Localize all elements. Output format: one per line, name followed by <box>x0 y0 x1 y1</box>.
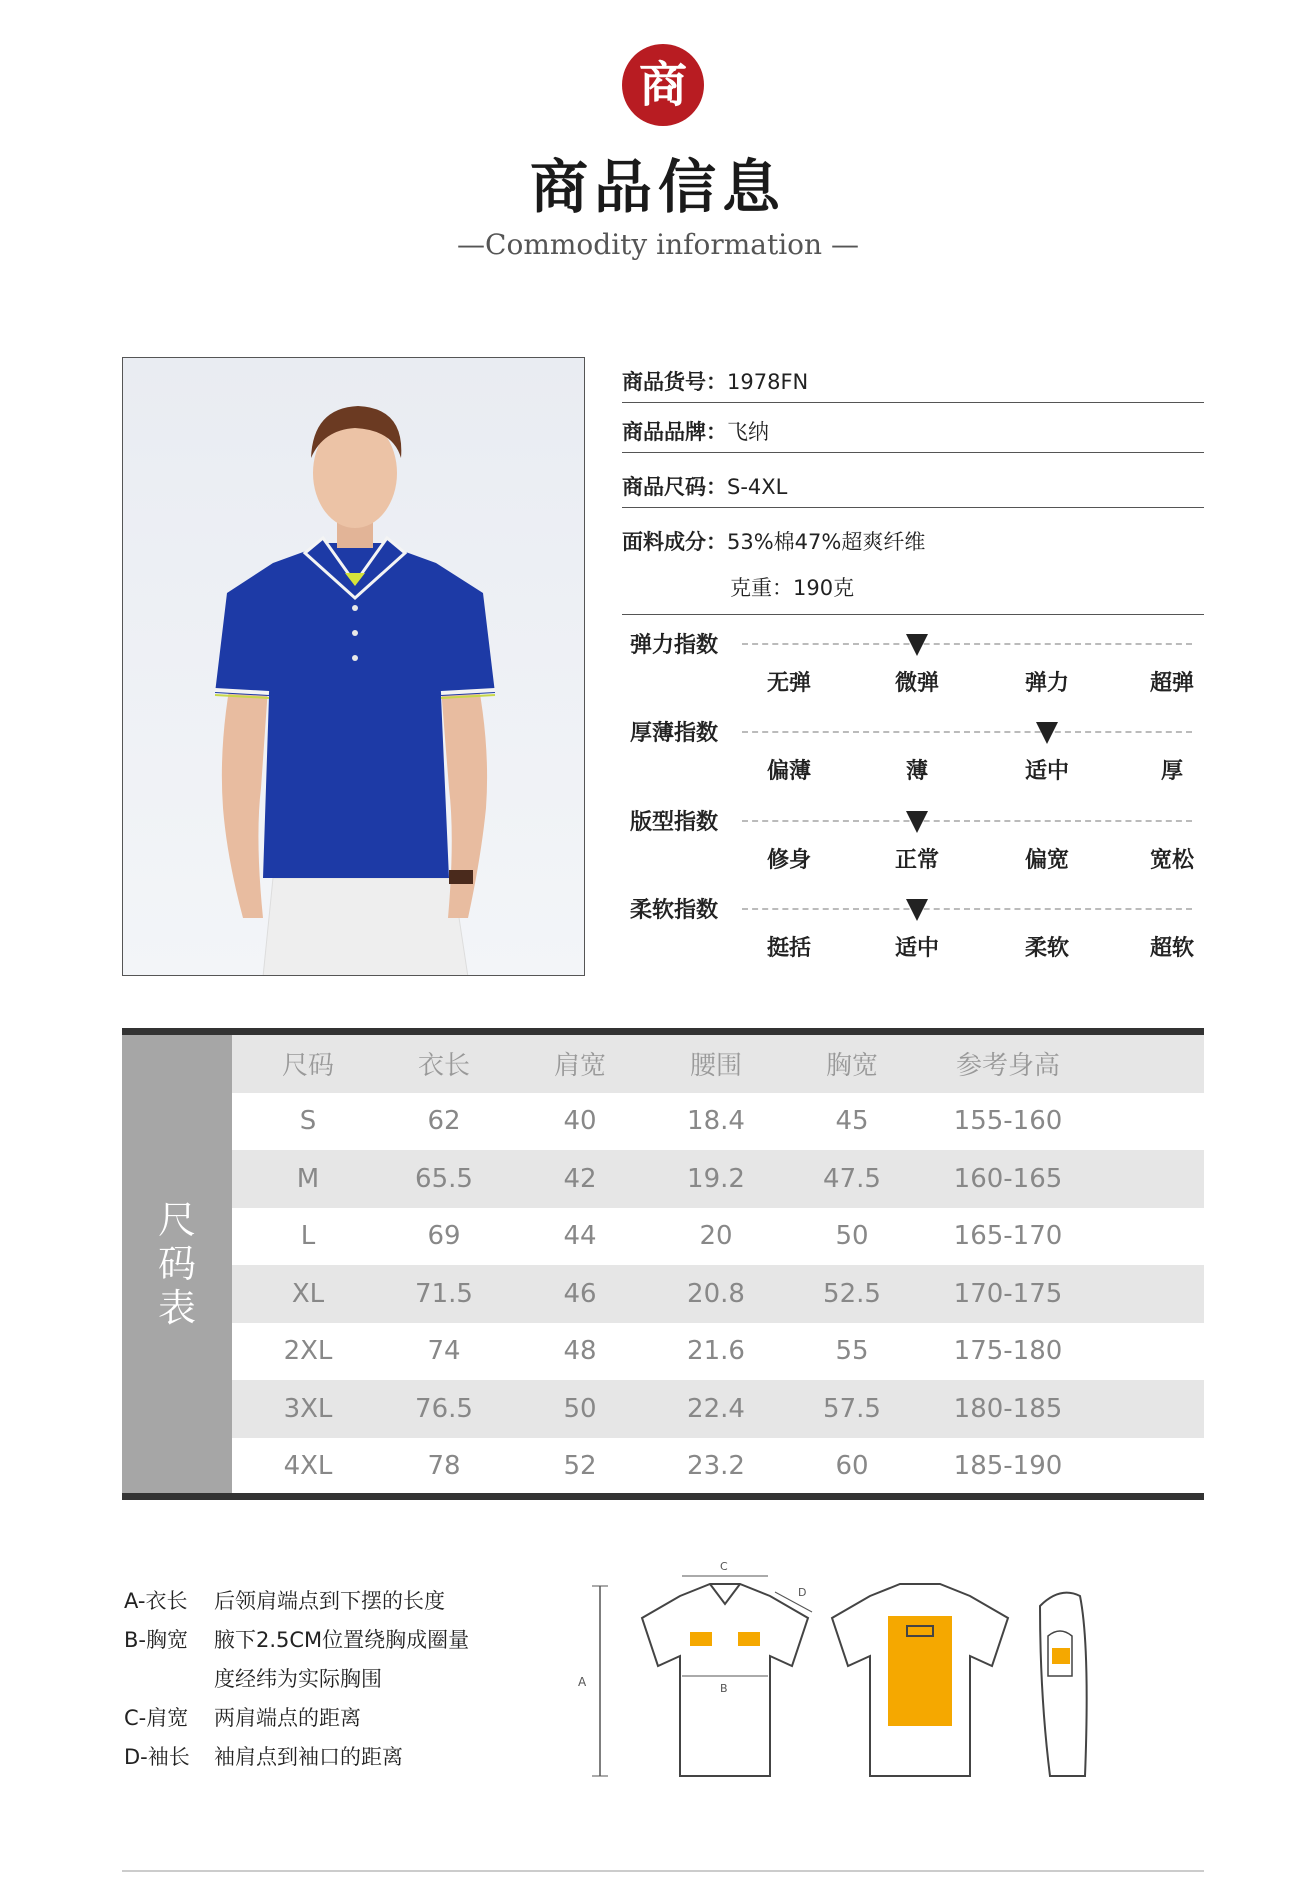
note-key: D-袖长 <box>124 1744 190 1769</box>
size-cell: 52.5 <box>823 1278 881 1309</box>
side-shirt <box>1040 1593 1087 1776</box>
note-value: 度经纬为实际胸围 <box>214 1666 382 1691</box>
size-table-side-label: 尺 码 表 <box>122 1035 232 1493</box>
front-logo-right <box>738 1632 760 1646</box>
size-cell: 57.5 <box>823 1393 881 1424</box>
note-row <box>124 1580 469 1619</box>
index-option: 适中 <box>894 936 939 961</box>
pants <box>263 878 468 976</box>
label-a: A <box>578 1675 587 1689</box>
size-cell: 185-190 <box>953 1451 1063 1482</box>
size-header-cell: 尺码 <box>281 1051 334 1082</box>
size-cell: 69 <box>427 1221 461 1252</box>
size-cell: 2XL <box>283 1336 333 1367</box>
index-option: 微弹 <box>894 671 939 696</box>
note-value: 腋下2.5CM位置绕胸成圈量 <box>214 1627 470 1652</box>
size-cell: 22.4 <box>687 1393 745 1424</box>
index-option: 适中 <box>1024 759 1069 784</box>
size-cell: 44 <box>563 1221 597 1252</box>
size-cell: S <box>299 1106 317 1137</box>
size-table-grid <box>232 1035 1204 1493</box>
index-scale-line <box>742 731 1192 733</box>
size-cell: 71.5 <box>415 1278 473 1309</box>
size-cell: 45 <box>835 1106 869 1137</box>
note-key: B-胸宽 <box>124 1627 188 1652</box>
header-badge: 商 <box>622 44 704 126</box>
size-cell: 19.2 <box>687 1163 745 1194</box>
note-value: 后领肩端点到下摆的长度 <box>214 1588 445 1613</box>
size-cell: 52 <box>563 1451 597 1482</box>
model-illustration <box>123 358 585 976</box>
index-1 <box>622 716 1204 796</box>
size-header-cell: 参考身高 <box>955 1051 1060 1082</box>
size-header-cell: 腰围 <box>689 1051 742 1082</box>
index-option: 薄 <box>905 759 928 784</box>
info-item-no: 商品货号：1978FN <box>622 366 1204 403</box>
index-scale-line <box>742 643 1192 645</box>
note-row <box>124 1619 469 1658</box>
index-option: 柔软 <box>1024 936 1069 961</box>
page-subtitle: —Commodity information — <box>457 228 859 261</box>
index-option: 无弹 <box>766 671 811 696</box>
size-cell: 40 <box>563 1106 597 1137</box>
size-header-cell: 衣长 <box>417 1051 470 1082</box>
index-option: 超弹 <box>1149 671 1194 696</box>
size-cell: 48 <box>563 1336 597 1367</box>
size-cell: 46 <box>563 1278 597 1309</box>
size-cell: 18.4 <box>687 1106 745 1137</box>
info-size: 商品尺码：S-4XL <box>622 471 1204 508</box>
product-photo <box>122 357 585 976</box>
sleeve-print-area <box>1052 1648 1070 1664</box>
info-brand: 商品品牌：飞纳 <box>622 416 1204 453</box>
index-label: 厚薄指数 <box>630 721 719 746</box>
size-cell: 50 <box>835 1221 869 1252</box>
measurement-notes <box>124 1580 469 1775</box>
size-cell: M <box>296 1163 320 1194</box>
size-cell: 60 <box>835 1451 869 1482</box>
note-row <box>124 1658 469 1697</box>
size-cell: 180-185 <box>953 1393 1063 1424</box>
note-row <box>124 1697 469 1736</box>
index-option: 偏薄 <box>766 759 811 784</box>
table-row <box>232 1438 1204 1496</box>
size-cell: 160-165 <box>953 1163 1063 1194</box>
size-cell: 62 <box>427 1106 461 1137</box>
label-b: B <box>720 1682 728 1695</box>
size-cell: 76.5 <box>415 1393 473 1424</box>
table-row <box>232 1208 1204 1266</box>
index-marker-arrow <box>1036 722 1058 744</box>
size-cell: L <box>300 1221 316 1252</box>
index-marker-arrow <box>906 899 928 921</box>
label-d: D <box>798 1586 807 1599</box>
garment-diagram <box>570 1556 1170 1810</box>
index-label: 弹力指数 <box>630 633 719 658</box>
index-label: 柔软指数 <box>630 898 719 923</box>
index-option: 宽松 <box>1149 848 1194 873</box>
size-cell: 78 <box>427 1451 461 1482</box>
size-cell: 21.6 <box>687 1336 745 1367</box>
size-cell: 74 <box>427 1336 461 1367</box>
index-3 <box>622 893 1204 973</box>
size-header-cell: 肩宽 <box>553 1051 606 1082</box>
table-row <box>232 1093 1204 1151</box>
size-cell: 3XL <box>283 1393 333 1424</box>
watch <box>449 870 473 884</box>
note-key: A-衣长 <box>124 1588 188 1613</box>
size-header-cell: 胸宽 <box>825 1051 878 1082</box>
note-value: 袖肩点到袖口的距离 <box>214 1744 403 1769</box>
index-option: 弹力 <box>1024 671 1069 696</box>
size-table <box>122 1028 1204 1500</box>
index-0 <box>622 628 1204 708</box>
back-print-area <box>888 1616 952 1726</box>
size-cell: 175-180 <box>953 1336 1063 1367</box>
size-cell: 170-175 <box>953 1278 1063 1309</box>
size-cell: 42 <box>563 1163 597 1194</box>
table-row <box>232 1380 1204 1438</box>
size-cell: 155-160 <box>953 1106 1063 1137</box>
index-option: 正常 <box>894 848 939 873</box>
index-scale-line <box>742 908 1192 910</box>
index-marker-arrow <box>906 811 928 833</box>
index-label: 版型指数 <box>630 810 719 835</box>
size-cell: 23.2 <box>687 1451 745 1482</box>
size-cell: 20.8 <box>687 1278 745 1309</box>
front-logo-left <box>690 1632 712 1646</box>
size-cell: 4XL <box>283 1451 333 1482</box>
size-cell: 165-170 <box>953 1221 1063 1252</box>
note-row <box>124 1736 469 1775</box>
label-c: C <box>720 1560 728 1573</box>
note-value: 两肩端点的距离 <box>214 1705 361 1730</box>
index-marker-arrow <box>906 634 928 656</box>
note-key: C-肩宽 <box>124 1705 189 1730</box>
size-cell: 50 <box>563 1393 597 1424</box>
size-cell: XL <box>291 1278 325 1309</box>
index-scale-line <box>742 820 1192 822</box>
info-weight: 克重：190克 <box>730 576 855 600</box>
table-row <box>232 1323 1204 1381</box>
info-fabric: 面料成分：53%棉47%超爽纤维 克重：190克 <box>622 526 1204 615</box>
index-2 <box>622 805 1204 885</box>
front-shirt <box>642 1584 808 1776</box>
index-option: 超软 <box>1149 936 1194 961</box>
index-option: 挺括 <box>766 936 811 961</box>
index-option: 修身 <box>766 848 811 873</box>
index-option: 偏宽 <box>1024 848 1069 873</box>
index-option: 厚 <box>1160 759 1183 784</box>
size-cell: 47.5 <box>823 1163 881 1194</box>
bottom-divider <box>122 1870 1204 1872</box>
table-row <box>232 1150 1204 1208</box>
size-table-header <box>232 1035 1204 1093</box>
page-title: 商品信息 <box>529 153 786 221</box>
table-row <box>232 1265 1204 1323</box>
size-cell: 55 <box>835 1336 869 1367</box>
size-cell: 65.5 <box>415 1163 473 1194</box>
size-cell: 20 <box>699 1221 733 1252</box>
